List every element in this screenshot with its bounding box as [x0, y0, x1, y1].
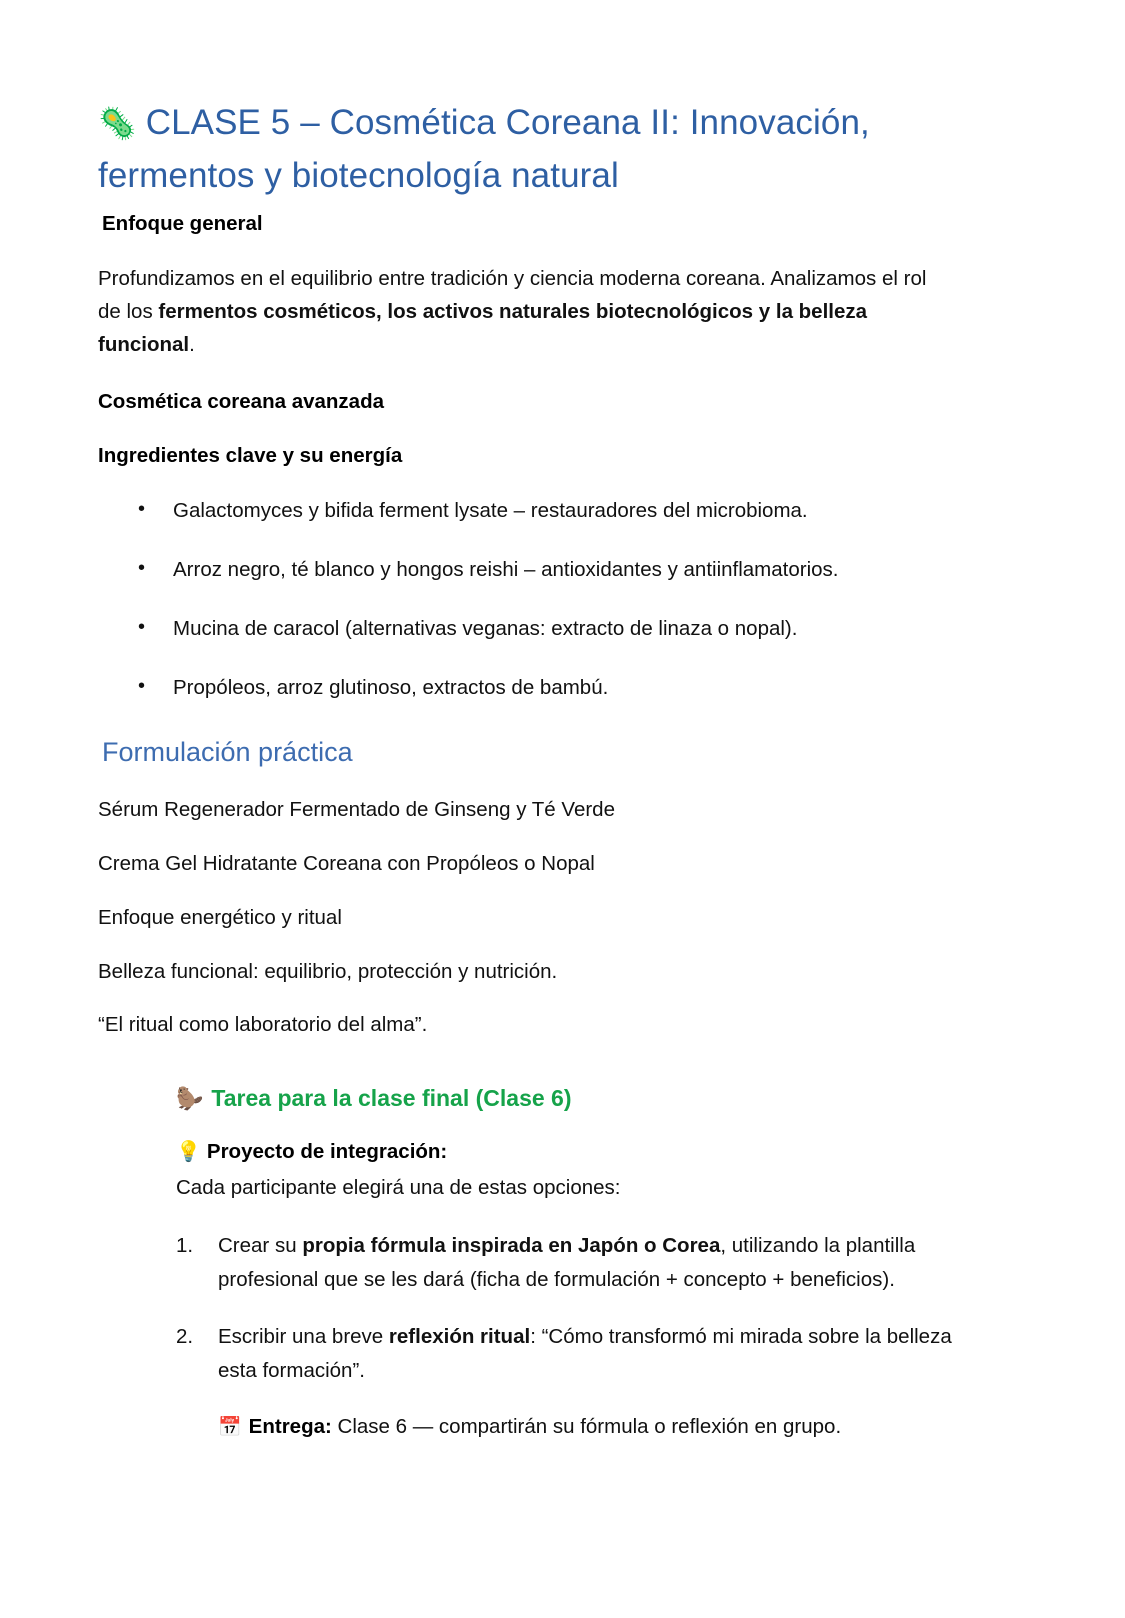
page-title-text: CLASE 5 – Cosmética Coreana II: Innovación, fermentos y biotecnología natural: [98, 103, 870, 196]
list-item: • Propóleos, arroz glutinoso, extractos de bambú.: [98, 672, 975, 705]
formulacion-paragraph: Sérum Regenerador Fermentado de Ginseng y Té Verde: [98, 798, 615, 822]
entrega-label: Entrega:: [248, 1415, 332, 1439]
page-title: [98, 96, 898, 202]
heading-formulacion-practica: Formulación práctica: [102, 737, 353, 768]
intro-part2: .: [189, 332, 195, 356]
heading-cosmetica-avanzada: Cosmética coreana avanzada: [98, 389, 384, 413]
lightbulb-icon: 💡: [176, 1140, 201, 1163]
formulacion-paragraph: Belleza funcional: equilibrio, protección y nutrición.: [98, 959, 558, 983]
project-subtitle: Cada participante elegirá una de estas opciones:: [176, 1175, 621, 1199]
option-part1: Crear su: [218, 1234, 303, 1258]
intro-paragraph: [98, 263, 928, 361]
formulacion-paragraph: “El ritual como laboratorio del alma”.: [98, 1013, 428, 1037]
heading-ingredientes: Ingredientes clave y su energía: [98, 444, 403, 468]
intro-bold: fermentos cosméticos, los activos naturales biotecnológicos y la belleza funcional: [98, 299, 868, 356]
list-item: • Arroz negro, té blanco y hongos reishi – antioxidantes y antiinflamatorios.: [98, 554, 975, 587]
project-label: [176, 1137, 975, 1168]
options-list: [176, 1229, 975, 1387]
list-item: [176, 1320, 975, 1387]
option-part2: , utilizando la plantilla profesional que se les dará (ficha de formulación + concepto + beneficios).: [218, 1234, 916, 1291]
task-body: [176, 1137, 975, 1443]
entrega-text: Clase 6 — compartirán su fórmula o reflexión en grupo.: [331, 1415, 842, 1439]
intro-part1: Profundizamos en el equilibrio entre tradición y ciencia moderna coreana. Analizamos el rol de los: [98, 267, 927, 323]
option-bold: propia fórmula inspirada en Japón o Corea: [302, 1234, 721, 1258]
entrega-line: [218, 1411, 975, 1443]
option-part2: : “Cómo transformó mi mirada sobre la belleza esta formación”.: [218, 1325, 952, 1382]
microbe-icon: 🦠: [98, 106, 137, 141]
heading-tarea-text: Tarea para la clase final (Clase 6): [211, 1085, 572, 1112]
formulacion-paragraph: Enfoque energético y ritual: [98, 905, 342, 929]
formulacion-paragraph: Crema Gel Hidratante Coreana con Propóleos o Nopal: [98, 851, 595, 875]
list-item: [176, 1229, 975, 1296]
list-item: • Galactomyces y bifida ferment lysate – restauradores del microbioma.: [98, 495, 975, 528]
heading-enfoque-general: Enfoque general: [102, 212, 263, 236]
calendar-icon: 📅: [218, 1417, 242, 1439]
petri-dish-icon: 🦫: [176, 1086, 204, 1112]
ingredientes-list: [98, 495, 975, 704]
heading-tarea-clase-final: [176, 1082, 975, 1115]
option-part1: Escribir una breve: [218, 1325, 389, 1349]
project-label-text: Proyecto de integración:: [206, 1139, 448, 1163]
option-bold: reflexión ritual: [388, 1325, 531, 1349]
list-item: • Mucina de caracol (alternativas veganas: extracto de linaza o nopal).: [98, 613, 975, 646]
